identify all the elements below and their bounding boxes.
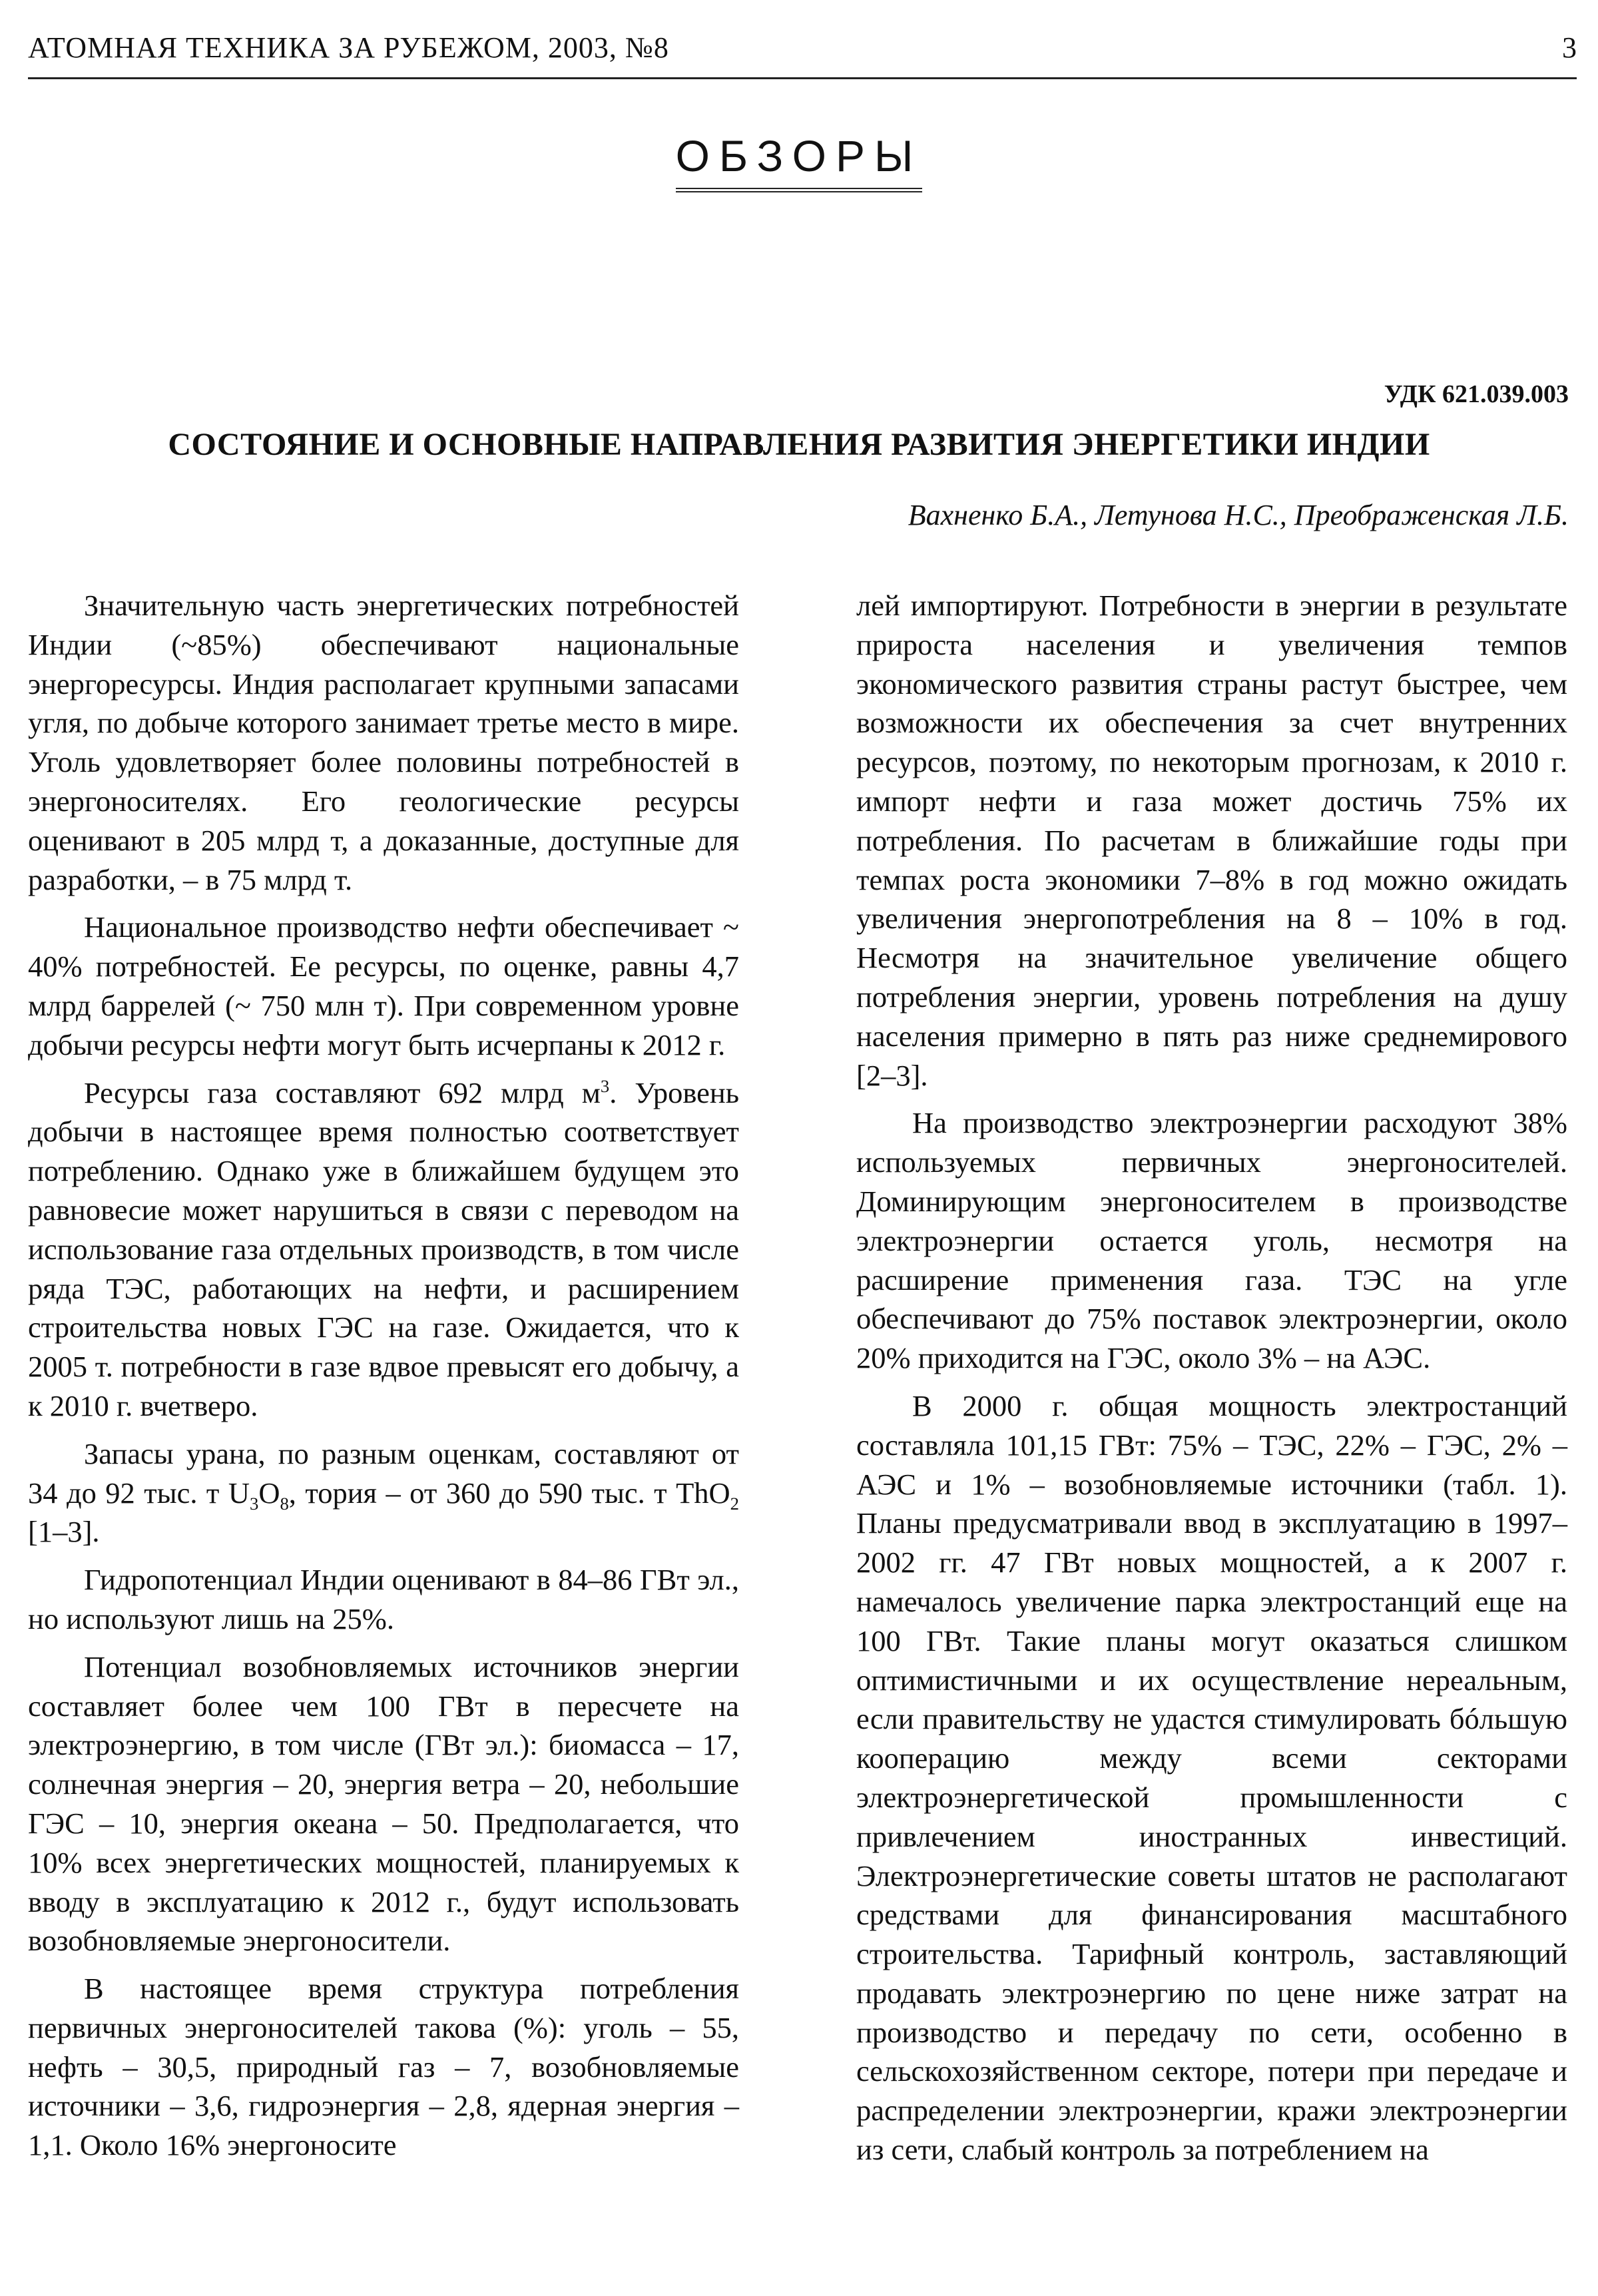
paragraph [28,1434,739,1552]
section-title-block [0,131,1598,192]
paragraph: Потенциал возобновляемых источников энергии составляет более чем 100 ГВт в пересчете на электроэнергию, в том числе (ГВт эл.): биомасса – 17, солнечная энергия – 20, энергия ветра – 20, небольшие ГЭС – 10, энергия океана – 50. Предполагается, что 10% всех энергетических мощностей, планируемых к вводу в эксплуатацию к 2012 г., будут использовать возобновляемые энергоносители. [28,1649,739,1958]
subscript: 2 [730,1493,739,1514]
paragraph: В настоящее время структура потребления первичных энергоносителей такова (%): уголь – 55, нефть – 30,5, природный газ – 7, возобновляемые источники – 3,6, гидроэнергия – 2,8, ядерная энергия – 1,1. Около 16% энергоносите [28,1972,739,2162]
subscript: 8 [280,1493,289,1514]
paragraph: Значительную часть энергетических потребностей Индии (~85%) обеспечивают национальные энергоресурсы. Индия располагает крупными запасами угля, по добыче которого занимает третье место в мире. Уголь удовлетворяет более половины потребностей в энергоносителях. Его геологические ресурсы оценивают в 205 млрд т, а доказанные, доступные для разработки, – в 75 млрд т. [28,589,739,896]
paragraph: Гидропотенциал Индии оценивают в 84–86 ГВт эл., но используют лишь на 25%. [28,1563,739,1635]
text-run: [1–3]. [28,1515,100,1549]
left-column [28,586,739,2173]
paragraph: На производство электроэнергии расходуют 38% используемых первичных энергоносителей. Доминирующим энергоносителем в производстве электроэнергии остается уголь, несмотря на расширение применения газа. ТЭС на угле обеспечивают до 75% поставок электроэнергии, около 20% приходится на ГЭС, около 3% – на АЭС. [856,1106,1567,1375]
page-number: 3 [1562,31,1577,64]
page-header [28,25,1577,79]
superscript: 3 [600,1075,610,1096]
text-run: Запасы урана, по разным оценкам, составляют от 34 до 92 тыс. т U [28,1436,739,1510]
paragraph-continued: лей импортируют. Потребности в энергии в результате прироста населения и увеличения темпов экономического развития страны растут быстрее, чем возможности их обеспечения за счет внутренних ресурсов, поэтому, по некоторым прогнозам, к 2010 г. импорт нефти и газа может достичь 75% их потребления. По расчетам в ближайшие годы при темпах роста экономики 7–8% в год можно ожидать увеличения энергопотребления на 8 – 10% в год. Несмотря на значительное увеличение общего потребления энергии, уровень потребления на душу населения примерно в пять раз ниже среднемирового [2–3]. [856,589,1567,1092]
text-run: Ресурсы газа составляют 692 млрд м [84,1075,601,1109]
right-column [856,586,1567,2178]
udc-code: УДК 621.039.003 [1384,380,1569,408]
paragraph [28,1073,739,1426]
text-run: . Уровень добычи в настоящее время полностью соответствует потреблению. Однако уже в ближайшем будущем это равновесие может нарушиться в связи с переводом на использование газа отдельных производств, в том числе ряда ТЭС, работающих на нефти, и расширением строительства новых ГЭС на газе. Ожидается, что к 2005 т. потребности в газе вдвое превысят его добычу, а к 2010 г. вчетверо. [28,1075,739,1422]
article-authors: Вахненко Б.А., Летунова Н.С., Преображенская Л.Б. [908,499,1569,531]
text-run: O [258,1476,280,1510]
journal-running-head: АТОМНАЯ ТЕХНИКА ЗА РУБЕЖОМ, 2003, №8 [28,31,669,64]
article-title: СОСТОЯНИЕ И ОСНОВНЫЕ НАПРАВЛЕНИЯ РАЗВИТИЯ ЭНЕРГЕТИКИ ИНДИИ [168,427,1430,462]
subscript: 3 [249,1493,259,1514]
section-title: ОБЗОРЫ [676,131,923,192]
text-run: , тория – от 360 до 590 тыс. т ThO [288,1476,730,1510]
paragraph: Национальное производство нефти обеспечивает ~ 40% потребностей. Ее ресурсы, по оценке, равны 4,7 млрд баррелей (~ 750 млн т). При современном уровне добычи ресурсы нефти могут быть исчерпаны к 2012 г. [28,910,739,1061]
paragraph: В 2000 г. общая мощность электростанций составляла 101,15 ГВт: 75% – ТЭС, 22% – ГЭС, 2% – АЭС и 1% – возобновляемые источники (табл. 1). Планы предусматривали ввод в эксплуатацию в 1997–2002 гг. 47 ГВт новых мощностей, а к 2007 г. намечалось увеличение парка электростанций еще на 100 ГВт. Такие планы могут оказаться слишком оптимистичными и их осуществление нереальным, если правительству не удастся стимулировать бóльшую кооперацию между всеми секторами электроэнергетической промышленности с привлечением иностранных инвестиций. Электроэнергетические советы штатов не располагают средствами для финансирования масштабного строительства. Тарифный контроль, заставляющий продавать электроэнергию по цене ниже затрат на производство и передачу по сети, особенно в сельскохозяйственном секторе, потери при передаче и распределении электроэнергии, кражи электроэнергии из сети, слабый контроль за потреблением на [856,1388,1567,2167]
